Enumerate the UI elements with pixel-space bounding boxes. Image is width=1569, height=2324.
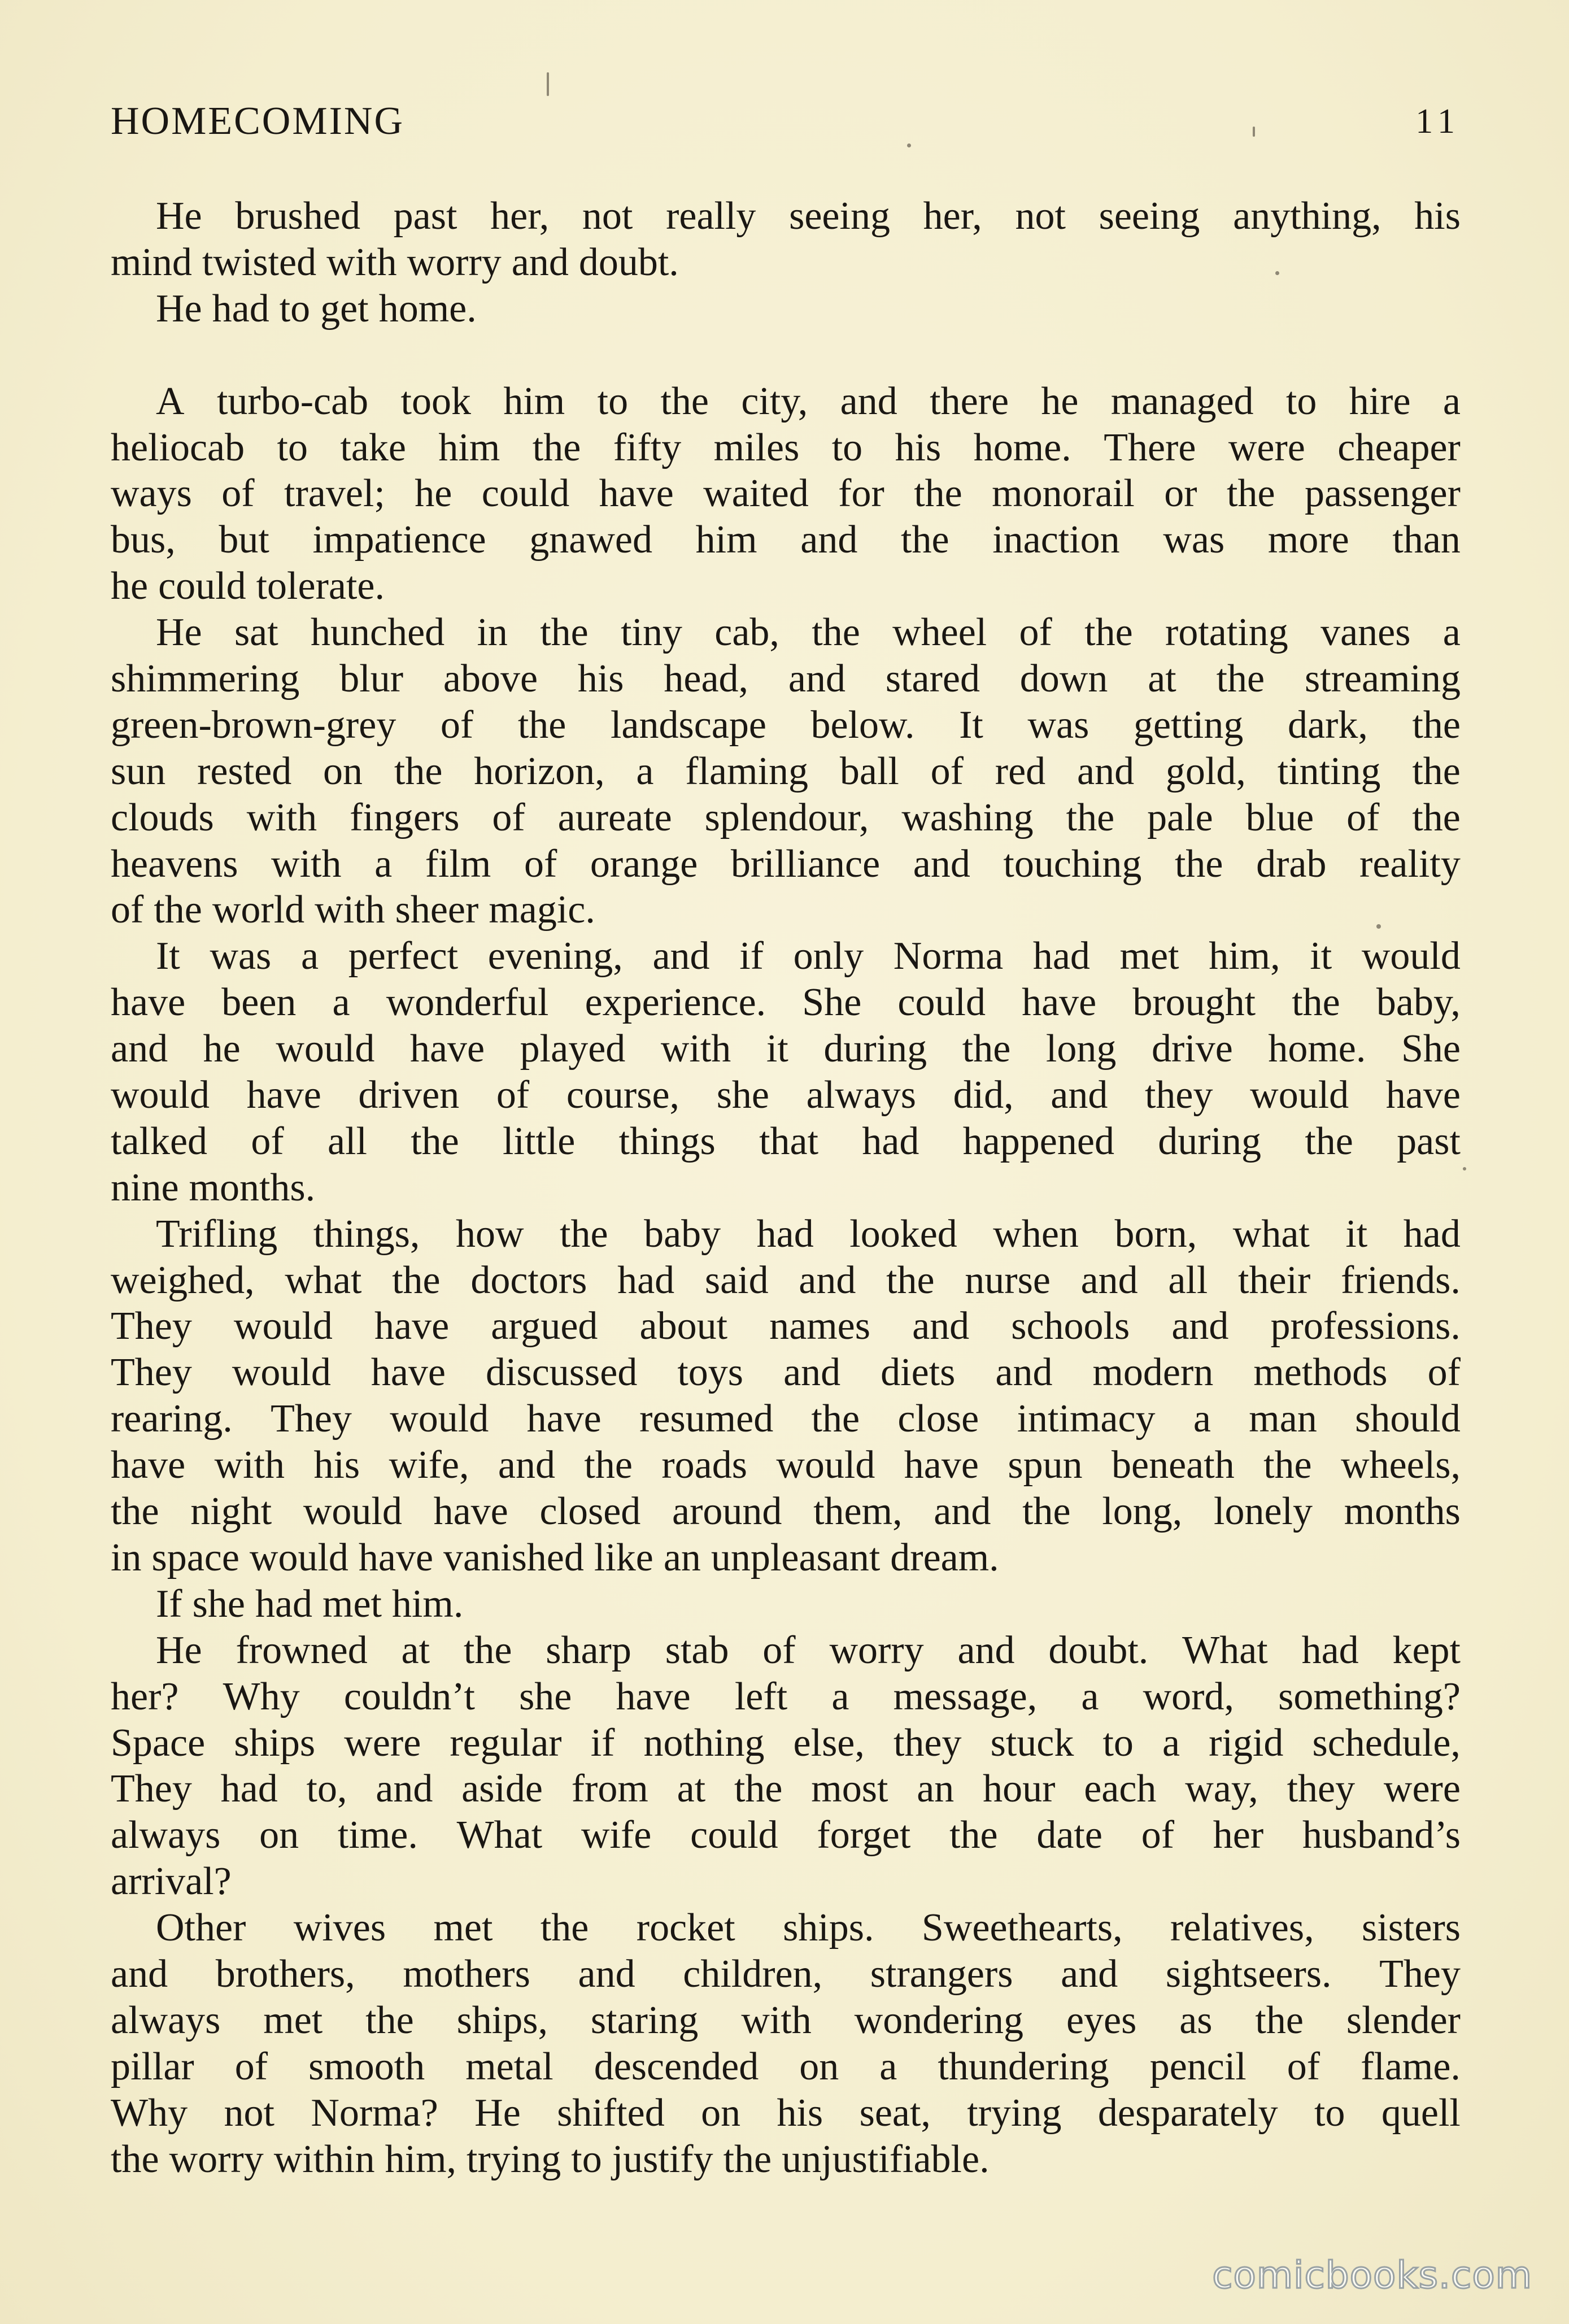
text-line: Other wives met the rocket ships. Sweethearts, relatives, sisters xyxy=(156,1906,1461,1950)
text-line: heliocab to take him the fifty miles to his home. There were cheaper xyxy=(111,425,1461,469)
text-line: have been a wonderful experience. She could have brought the baby, xyxy=(111,981,1461,1025)
running-title: HOMECOMING xyxy=(111,99,404,143)
text-line: He had to get home. xyxy=(156,286,477,330)
text-line: nine months. xyxy=(111,1165,316,1209)
text-line: and brothers, mothers and children, strangers and sightseers. They xyxy=(111,1952,1461,1996)
section-break xyxy=(111,332,1461,378)
text-line: would have driven of course, she always did, and they would have xyxy=(111,1073,1461,1117)
paper-speck xyxy=(547,72,549,96)
paragraph xyxy=(111,193,1461,286)
text-line: Trifling things, how the baby had looked when born, what it had xyxy=(156,1212,1461,1256)
text-line: Space ships were regular if nothing else, they stuck to a rigid schedule, xyxy=(111,1721,1461,1765)
text-line: the night would have closed around them, and the long, lonely months xyxy=(111,1490,1461,1534)
text-line: her? Why couldn’t she have left a message, a word, something? xyxy=(111,1674,1461,1718)
text-line: arrival? xyxy=(111,1860,232,1904)
text-line: shimmering blur above his head, and stared down at the streaming xyxy=(111,657,1461,701)
text-line: the worry within him, trying to justify the unjustifiable. xyxy=(111,2137,990,2181)
text-line: If she had met him. xyxy=(156,1582,464,1626)
paragraph xyxy=(111,378,1461,610)
paper-speck xyxy=(1376,924,1381,929)
paragraph xyxy=(111,286,1461,332)
paragraph xyxy=(111,1627,1461,1905)
text-line: He brushed past her, not really seeing her, not seeing anything, his xyxy=(156,194,1461,238)
text-line: ways of travel; he could have waited for the monorail or the passenger xyxy=(111,472,1461,516)
text-line: mind twisted with worry and doubt. xyxy=(111,240,679,284)
text-line: always met the ships, staring with wondering eyes as the slender xyxy=(111,1998,1461,2042)
text-line: They would have argued about names and schools and professions. xyxy=(111,1304,1461,1348)
paper-speck xyxy=(1253,127,1255,137)
text-line: They would have discussed toys and diets and modern methods of xyxy=(111,1351,1461,1395)
text-line: rearing. They would have resumed the close intimacy a man should xyxy=(111,1397,1461,1441)
text-line: He sat hunched in the tiny cab, the wheel of the rotating vanes a xyxy=(156,611,1461,655)
text-line: He frowned at the sharp stab of worry and doubt. What had kept xyxy=(156,1628,1461,1672)
text-line: in space would have vanished like an unpleasant dream. xyxy=(111,1535,999,1579)
paper-speck xyxy=(907,143,911,147)
text-line: heavens with a film of orange brilliance and touching the drab reality xyxy=(111,842,1461,886)
text-line: have with his wife, and the roads would have spun beneath the wheels, xyxy=(111,1443,1461,1487)
text-line: and he would have played with it during the long drive home. She xyxy=(111,1027,1461,1071)
paper-speck xyxy=(1275,271,1279,275)
text-line: clouds with fingers of aureate splendour, washing the pale blue of the xyxy=(111,795,1461,839)
running-head xyxy=(111,96,1461,147)
text-line: of the world with sheer magic. xyxy=(111,888,595,932)
text-line: sun rested on the horizon, a flaming ball of red and gold, tinting the xyxy=(111,749,1461,793)
text-line: always on time. What wife could forget the date of her husband’s xyxy=(111,1813,1461,1857)
paragraph xyxy=(111,610,1461,933)
text-line: A turbo-cab took him to the city, and there he managed to hire a xyxy=(156,379,1461,423)
text-line: pillar of smooth metal descended on a thundering pencil of flame. xyxy=(111,2044,1461,2088)
text-line: he could tolerate. xyxy=(111,564,385,608)
paper-speck xyxy=(1463,1167,1466,1170)
page-number: 11 xyxy=(1415,102,1461,141)
text-line: They had to, and aside from at the most an hour each way, they were xyxy=(111,1767,1461,1811)
paragraph xyxy=(111,933,1461,1211)
text-line: bus, but impatience gnawed him and the inaction was more than xyxy=(111,518,1461,562)
text-line: talked of all the little things that had happened during the past xyxy=(111,1119,1461,1163)
paragraph xyxy=(111,1905,1461,2182)
paragraph xyxy=(111,1581,1461,1627)
text-line: green-brown-grey of the landscape below. It was getting dark, the xyxy=(111,703,1461,747)
watermark: comicbooks.com xyxy=(1212,2253,1532,2297)
text-line: It was a perfect evening, and if only Norma had met him, it would xyxy=(156,934,1461,978)
text-line: weighed, what the doctors had said and the nurse and all their friends. xyxy=(111,1258,1461,1302)
paragraph xyxy=(111,1211,1461,1581)
body-text xyxy=(111,193,1461,2182)
text-line: Why not Norma? He shifted on his seat, trying desparately to quell xyxy=(111,2091,1461,2135)
